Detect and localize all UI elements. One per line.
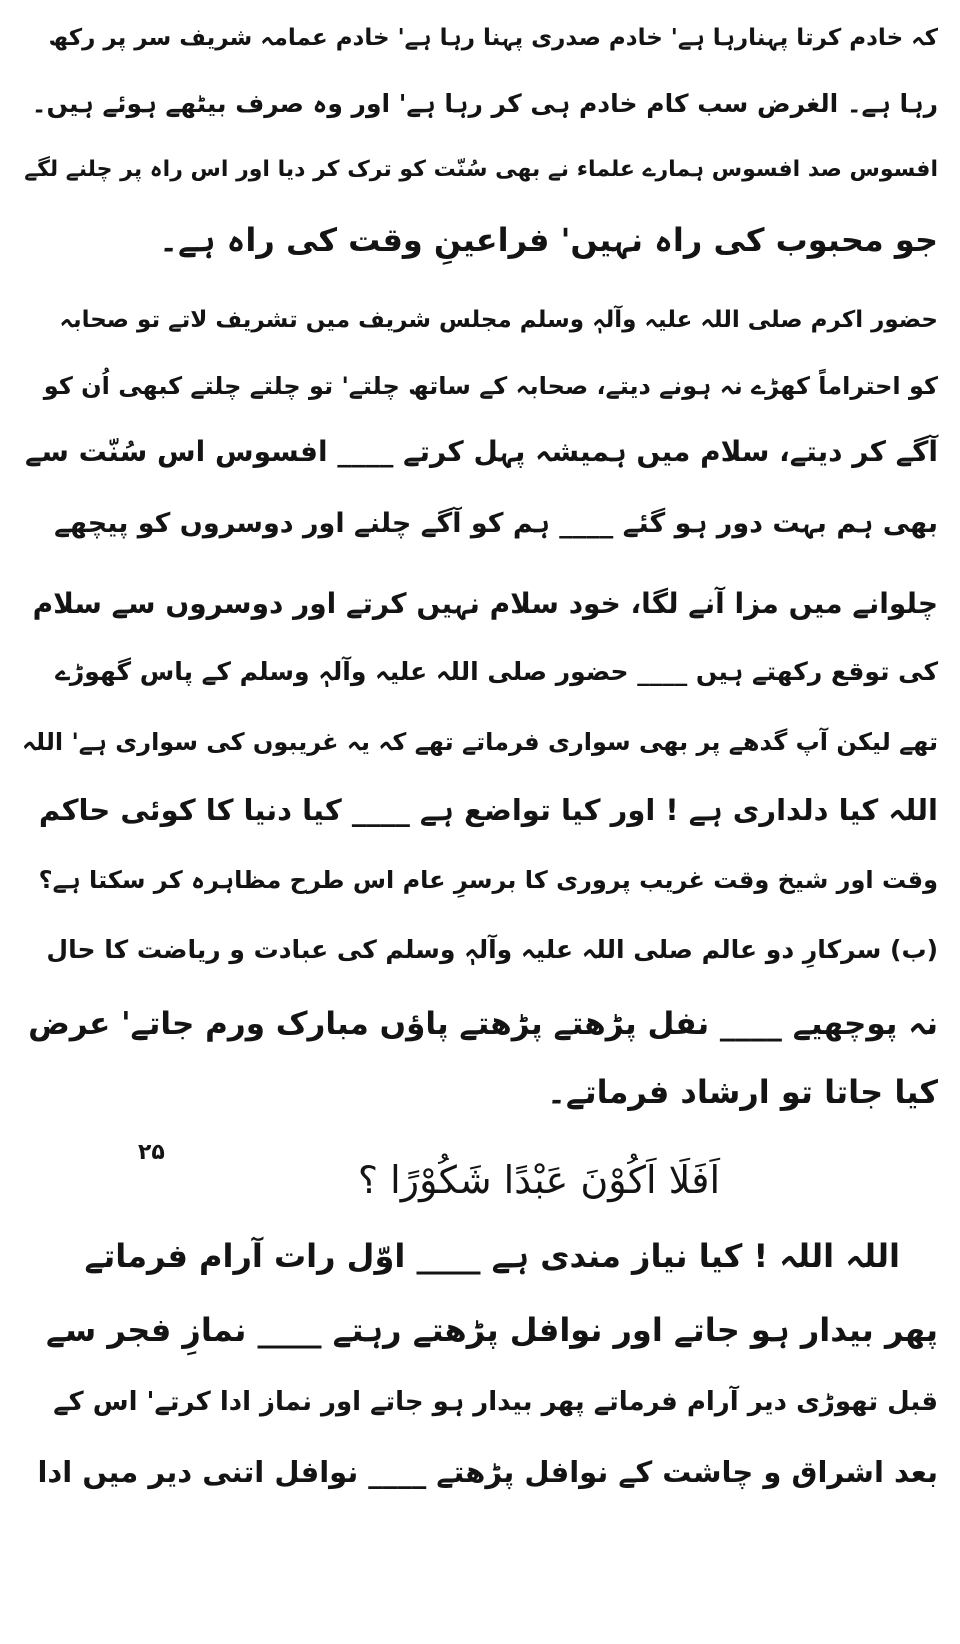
text-line-16: کیا جاتا تو ارشاد فرماتے۔: [547, 1073, 938, 1111]
text-line-15: نہ پوچھیے ____ نفل پڑھتے پڑھتے پاؤں مبارک ورم جاتے' عرض: [28, 1006, 938, 1042]
text-line-4: جو محبوب کی راہ نہیں' فراعینِ وقت کی راہ ہے۔: [159, 221, 938, 259]
text-line-2: رہا ہے۔ الغرض سب کام خادم ہی کر رہا ہے' اور وہ صرف بیٹھے ہوئے ہیں۔: [31, 89, 938, 118]
text-line-20: بعد اشراق و چاشت کے نوافل پڑھتے ____ نوافل اتنی دیر میں ادا: [37, 1455, 938, 1489]
text-line-3: افسوس صد افسوس ہمارے علماء نے بھی سُنّت کو ترک کر دیا اور اس راہ پر چلنے لگے: [24, 157, 938, 182]
text-line-10: کی توقع رکھتے ہیں ____ حضور صلی اللہ علیہ وآلہٖ وسلم کے پاس گھوڑے: [55, 657, 938, 686]
text-line-17: اللہ اللہ ! کیا نیاز مندی ہے ____ اوّل رات آرام فرماتے: [84, 1237, 900, 1275]
text-line-8: بھی ہم بہت دور ہو گئے ____ ہم کو آگے چلنے اور دوسروں کو پیچھے: [54, 508, 938, 539]
text-line-5: حضور اکرم صلی اللہ علیہ وآلہٖ وسلم مجلس شریف میں تشریف لاتے تو صحابہ: [59, 307, 938, 333]
text-line-11: تھے لیکن آپ گدھے پر بھی سواری فرماتے تھے کہ یہ غریبوں کی سواری ہے' اللہ: [21, 728, 938, 756]
quran-verse: اَفَلَا اَکُوْنَ عَبْدًا شَکُوْرًا ؟: [357, 1158, 720, 1202]
text-line-9: چلوانے میں مزا آنے لگا، خود سلام نہیں کرتے اور دوسروں سے سلام: [32, 587, 938, 620]
text-line-1: کہ خادم کرتا پہنارہا ہے' خادم صدری پہنا رہا ہے' خادم عمامہ شریف سر پر رکھ: [48, 25, 938, 51]
text-line-7: آگے کر دیتے، سلام میں ہمیشہ پہل کرتے ____ افسوس اس سُنّت سے: [24, 435, 938, 468]
text-line-13: وقت اور شیخ وقت غریب پروری کا برسرِ عام اس طرح مظاہرہ کر سکتا ہے؟: [38, 866, 938, 894]
text-line-19: قبل تھوڑی دیر آرام فرماتے پھر بیدار ہو جاتے اور نماز ادا کرتے' اس کے: [53, 1387, 938, 1417]
text-line-18: پھر بیدار ہو جاتے اور نوافل پڑھتے رہتے ____ نمازِ فجر سے: [46, 1311, 938, 1349]
text-line-6: کو احتراماً کھڑے نہ ہونے دیتے، صحابہ کے ساتھ چلتے' تو چلتے چلتے کبھی اُن کو: [43, 372, 938, 400]
text-line-12: اللہ کیا دلداری ہے ! اور کیا تواضع ہے ____ کیا دنیا کا کوئی حاکم: [38, 793, 938, 827]
text-line-14: (ب) سرکارِ دو عالم صلی اللہ علیہ وآلہٖ وسلم کی عبادت و ریاضت کا حال: [46, 935, 938, 964]
verse-number: ۲۵: [138, 1140, 165, 1165]
